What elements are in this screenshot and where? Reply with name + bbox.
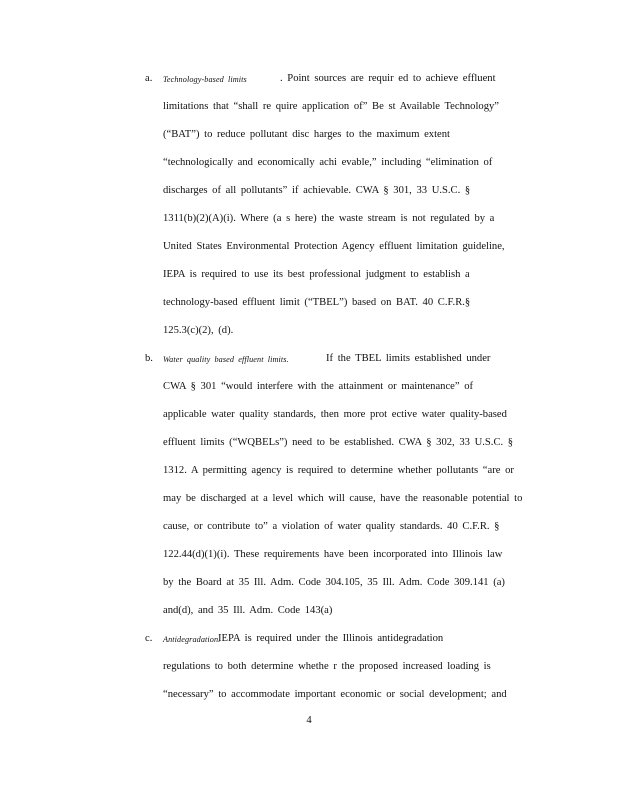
text-line: United States Environmental Protection Agency effluent limitation guideline, [163,241,505,252]
text-line: 1311(b)(2)(A)(i). Where (a s here) the waste stream is not regulated by a [163,213,495,224]
text-line: and(d), and 35 Ill. Adm. Code 143(a) [163,605,333,616]
item-heading: Technology-based limits [163,75,247,84]
text-line: limitations that “shall re quire application of” Be st Available Technology” [163,101,500,112]
text-line: by the Board at 35 Ill. Adm. Code 304.105, 35 Ill. Adm. Code 309.141 (a) [163,577,505,588]
item-heading: Antidegradation. [163,635,221,644]
text-line: regulations to both determine whethe r the proposed increased loading is [163,661,491,672]
text-line: applicable water quality standards, then more prot ective water quality-based [163,409,507,420]
text-line: effluent limits (“WQBELs”) need to be established. CWA § 302, 33 U.S.C. § [163,437,514,448]
text-line: discharges of all pollutants” if achievable. CWA § 301, 33 U.S.C. § [163,185,471,196]
item-heading: Water quality based effluent limits. [163,355,289,364]
text-line: 125.3(c)(2), (d). [163,325,234,336]
text-line: 122.44(d)(1)(i). These requirements have been incorporated into Illinois law [163,549,503,560]
list-marker: b. [145,353,153,364]
text-line: IEPA is required to use its best professional judgment to establish a [163,269,470,280]
text-line: technology-based effluent limit (“TBEL”) based on BAT. 40 C.F.R.§ [163,297,471,308]
text-line: IEPA is required under the Illinois antidegradation [218,633,444,644]
text-line: cause, or contribute to” a violation of water quality standards. 40 C.F.R. § [163,521,500,532]
page-number: 4 [306,715,312,726]
text-line: . Point sources are requir ed to achieve effluent [280,73,496,84]
text-line: “technologically and economically achi evable,” including “elimination of [163,157,493,168]
text-line: If the TBEL limits established under [326,353,491,364]
list-marker: c. [145,633,153,644]
list-marker: a. [145,73,153,84]
text-line: (“BAT”) to reduce pollutant disc harges to the maximum extent [163,129,450,140]
text-line: CWA § 301 “would interfere with the attainment or maintenance” of [163,381,474,392]
text-line: may be discharged at a level which will cause, have the reasonable potential to [163,493,523,504]
text-line: “necessary” to accommodate important economic or social development; and [163,689,507,700]
text-line: 1312. A permitting agency is required to determine whether pollutants “are or [163,465,514,476]
